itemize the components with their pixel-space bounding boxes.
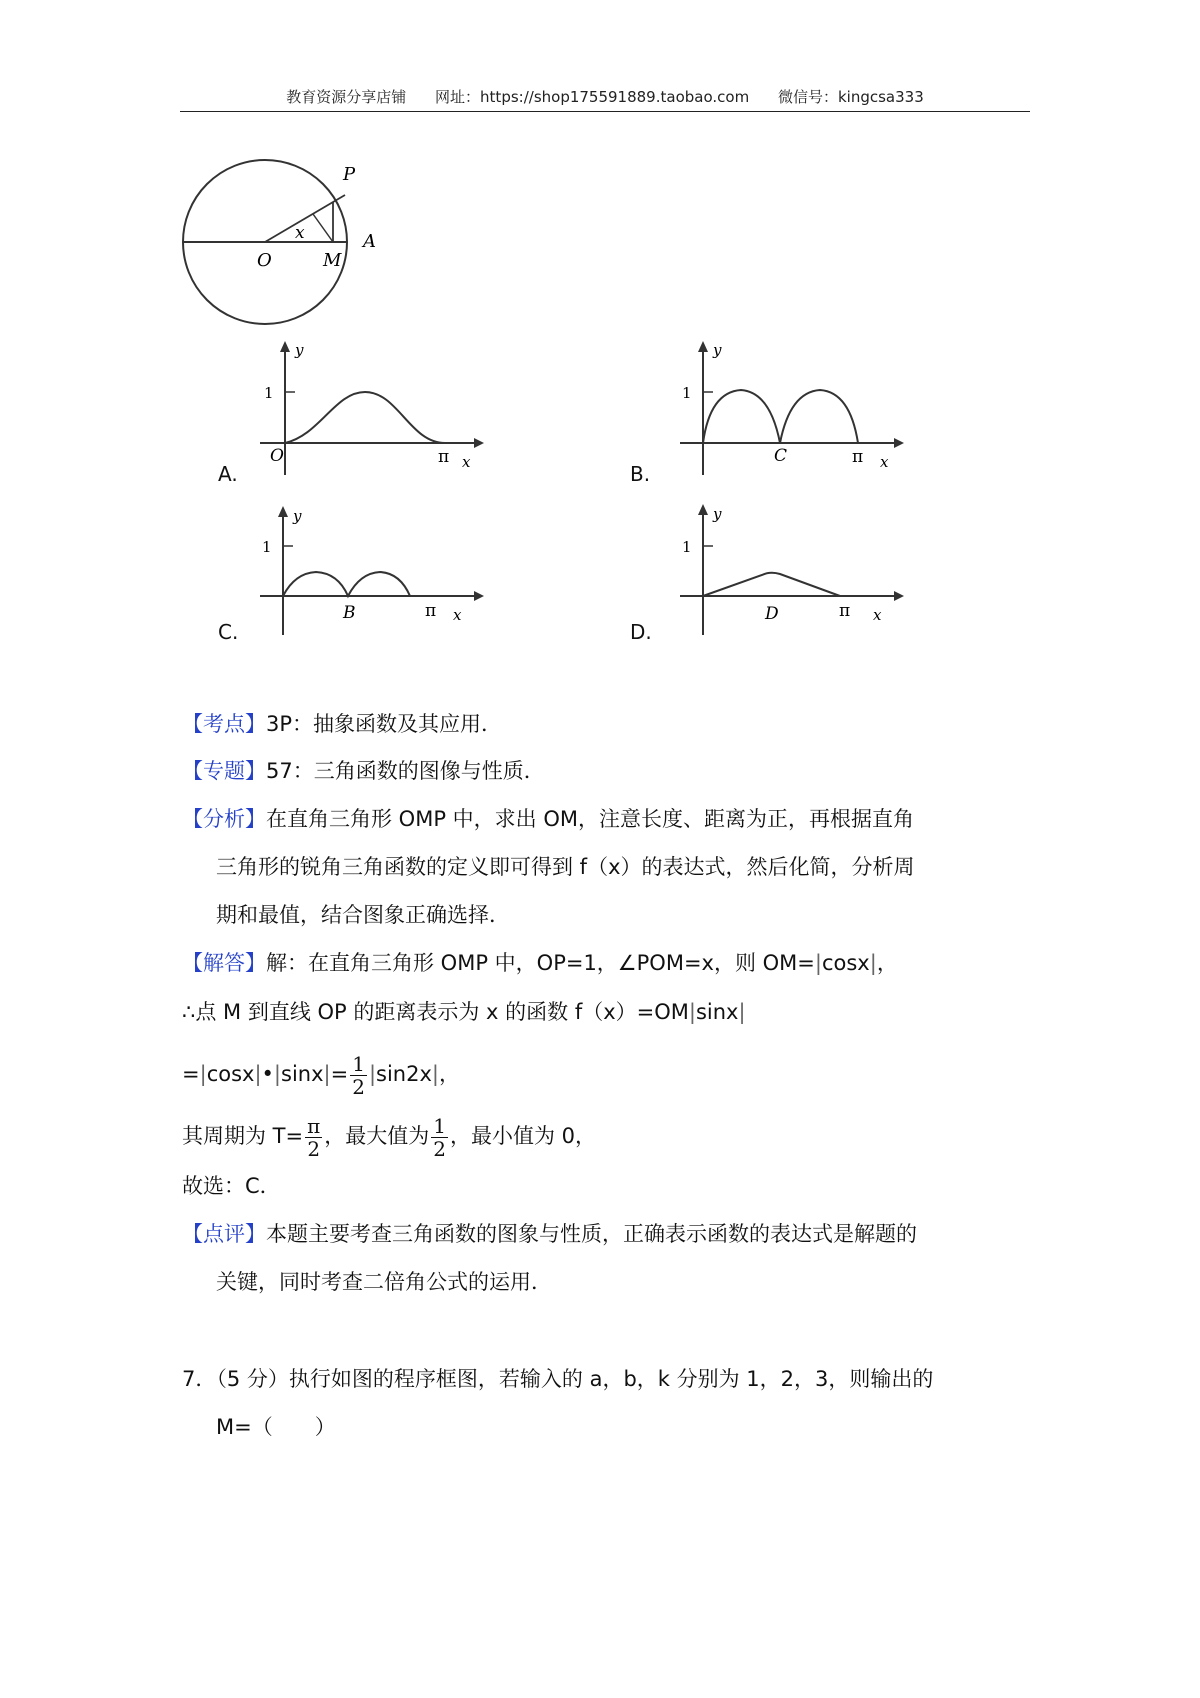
one-label: 1 <box>682 538 692 556</box>
y-axis-arrow <box>698 341 708 352</box>
curve-c <box>283 572 410 596</box>
page-header <box>180 86 1030 107</box>
option-b-graph <box>670 335 910 485</box>
abs-bar: | <box>368 1062 377 1086</box>
curve-a <box>285 392 445 443</box>
header-rule <box>180 111 1030 112</box>
abs-bar: | <box>814 951 822 975</box>
line3-sin2x: sin2x <box>376 1062 432 1086</box>
option-a-graph <box>250 335 490 485</box>
mid-label: B <box>343 603 356 623</box>
option-d-letter: D. <box>630 620 652 644</box>
question-7-line-2: M=（ ） <box>216 1415 336 1439</box>
label-a: A <box>363 231 376 252</box>
fenxi-line-3: 期和最值，结合图象正确选择． <box>216 903 510 927</box>
label-o: O <box>257 250 272 271</box>
abs-bar: | <box>869 951 877 975</box>
line3-sinx: sinx <box>281 1062 324 1086</box>
one-label: 1 <box>262 538 272 556</box>
line3-dot: • <box>261 1062 274 1086</box>
pi-label: π <box>839 601 851 621</box>
one-label: 1 <box>682 384 692 402</box>
abs-bar: | <box>738 1000 746 1024</box>
unit-circle-figure <box>180 155 400 330</box>
zhuanti-line <box>182 757 545 785</box>
fraction-denominator: 2 <box>433 1136 446 1161</box>
fraction-denominator: 2 <box>307 1136 321 1161</box>
line2-text-b: sinx <box>695 1000 739 1024</box>
y-axis-arrow <box>278 506 288 517</box>
one-label: 1 <box>264 384 274 402</box>
header-shop: 教育资源分享店铺 <box>286 88 407 106</box>
line4-text-a: 其周期为 T= <box>182 1124 304 1148</box>
fenxi-line-1 <box>182 805 914 833</box>
label-p: P <box>343 164 356 185</box>
pi-label: π <box>425 601 437 621</box>
solution-line-5: 故选：C． <box>182 1174 281 1198</box>
jieda-text-1c: ， <box>876 951 898 975</box>
x-label: x <box>880 453 889 471</box>
jieda-text-1a: 解：在直角三角形 OMP 中，OP=1，∠POM=x，则 OM= <box>266 951 815 975</box>
x-axis-arrow <box>894 438 904 448</box>
x-axis-arrow <box>474 591 484 601</box>
abs-bar: | <box>688 1000 696 1024</box>
line2-text-a: ∴点 M 到直线 OP 的距离表示为 x 的函数 f（x）=OM <box>182 1000 689 1024</box>
solution-line-2 <box>182 998 746 1026</box>
curve-b <box>703 390 858 443</box>
x-label: x <box>462 453 471 471</box>
kaodian-tag: 【考点】 <box>182 712 266 736</box>
line3-cosx: cosx <box>206 1062 255 1086</box>
perpendicular-m <box>313 214 333 242</box>
abs-bar: | <box>323 1062 331 1086</box>
label-x: x <box>295 223 305 243</box>
origin-label: O <box>270 446 284 466</box>
y-axis-arrow <box>698 504 708 515</box>
y-label: y <box>713 505 722 523</box>
x-axis-arrow <box>474 438 484 448</box>
abs-bar: | <box>431 1062 439 1086</box>
option-b-letter: B. <box>630 462 651 486</box>
fraction-numerator: 1 <box>352 1051 365 1076</box>
line4-text-b: ，最大值为 <box>324 1124 430 1148</box>
x-axis-arrow <box>894 591 904 601</box>
option-d-graph <box>670 500 910 640</box>
solution-line-4 <box>182 1108 596 1164</box>
y-label: y <box>295 341 304 359</box>
dianping-line-2: 关键，同时考查二倍角公式的运用． <box>216 1270 552 1294</box>
zhuanti-text: 57：三角函数的图像与性质． <box>266 759 545 783</box>
fenxi-line-2: 三角形的锐角三角函数的定义即可得到 f（x）的表达式，然后化简，分析周 <box>216 855 915 879</box>
mid-label: D <box>765 604 779 624</box>
x-label: x <box>873 606 882 624</box>
label-m: M <box>323 250 342 271</box>
pi-label: π <box>852 447 864 467</box>
mid-label: C <box>774 446 788 466</box>
abs-bar: | <box>254 1062 262 1086</box>
line3-eq2: = <box>330 1062 349 1086</box>
option-a-letter: A. <box>218 462 238 486</box>
fenxi-text-1: 在直角三角形 OMP 中，求出 OM，注意长度、距离为正，再根据直角 <box>266 807 914 831</box>
abs-bar: | <box>199 1062 207 1086</box>
dianping-tag: 【点评】 <box>182 1222 266 1246</box>
line3-comma: ， <box>438 1062 460 1086</box>
curve-d <box>703 573 840 596</box>
abs-bar: | <box>273 1062 281 1086</box>
header-wechat: 微信号：kingcsa333 <box>777 88 924 106</box>
fraction-numerator: 1 <box>433 1113 446 1138</box>
fraction-numerator: π <box>307 1113 321 1138</box>
line3-eq: = <box>182 1062 200 1086</box>
pi-label: π <box>438 447 450 467</box>
fenxi-tag: 【分析】 <box>182 807 266 831</box>
fraction-denominator: 2 <box>352 1074 365 1099</box>
dianping-text-1: 本题主要考查三角函数的图象与性质，正确表示函数的表达式是解题的 <box>266 1222 917 1246</box>
fraction-pi-half <box>305 1115 322 1160</box>
fraction-half <box>350 1053 367 1098</box>
kaodian-text: 3P：抽象函数及其应用． <box>266 712 503 736</box>
y-label: y <box>713 341 722 359</box>
x-label: x <box>453 606 462 624</box>
y-label: y <box>293 507 302 525</box>
solution-line-3 <box>182 1046 460 1102</box>
header-url: 网址：https://shop175591889.taobao.com <box>435 88 750 106</box>
option-c-letter: C. <box>218 620 239 644</box>
fraction-half-max <box>431 1115 448 1160</box>
y-axis-arrow <box>280 341 290 352</box>
jieda-line-1 <box>182 949 898 977</box>
jieda-text-1b: cosx <box>821 951 870 975</box>
zhuanti-tag: 【专题】 <box>182 759 266 783</box>
line4-text-c: ，最小值为 0， <box>450 1124 597 1148</box>
dianping-line-1 <box>182 1220 917 1248</box>
question-7-line-1: 7．（5 分）执行如图的程序框图，若输入的 a，b，k 分别为 1，2，3，则输出的 <box>182 1367 934 1391</box>
option-c-graph <box>250 500 490 640</box>
jieda-tag: 【解答】 <box>182 951 266 975</box>
kaodian-line <box>182 710 502 738</box>
